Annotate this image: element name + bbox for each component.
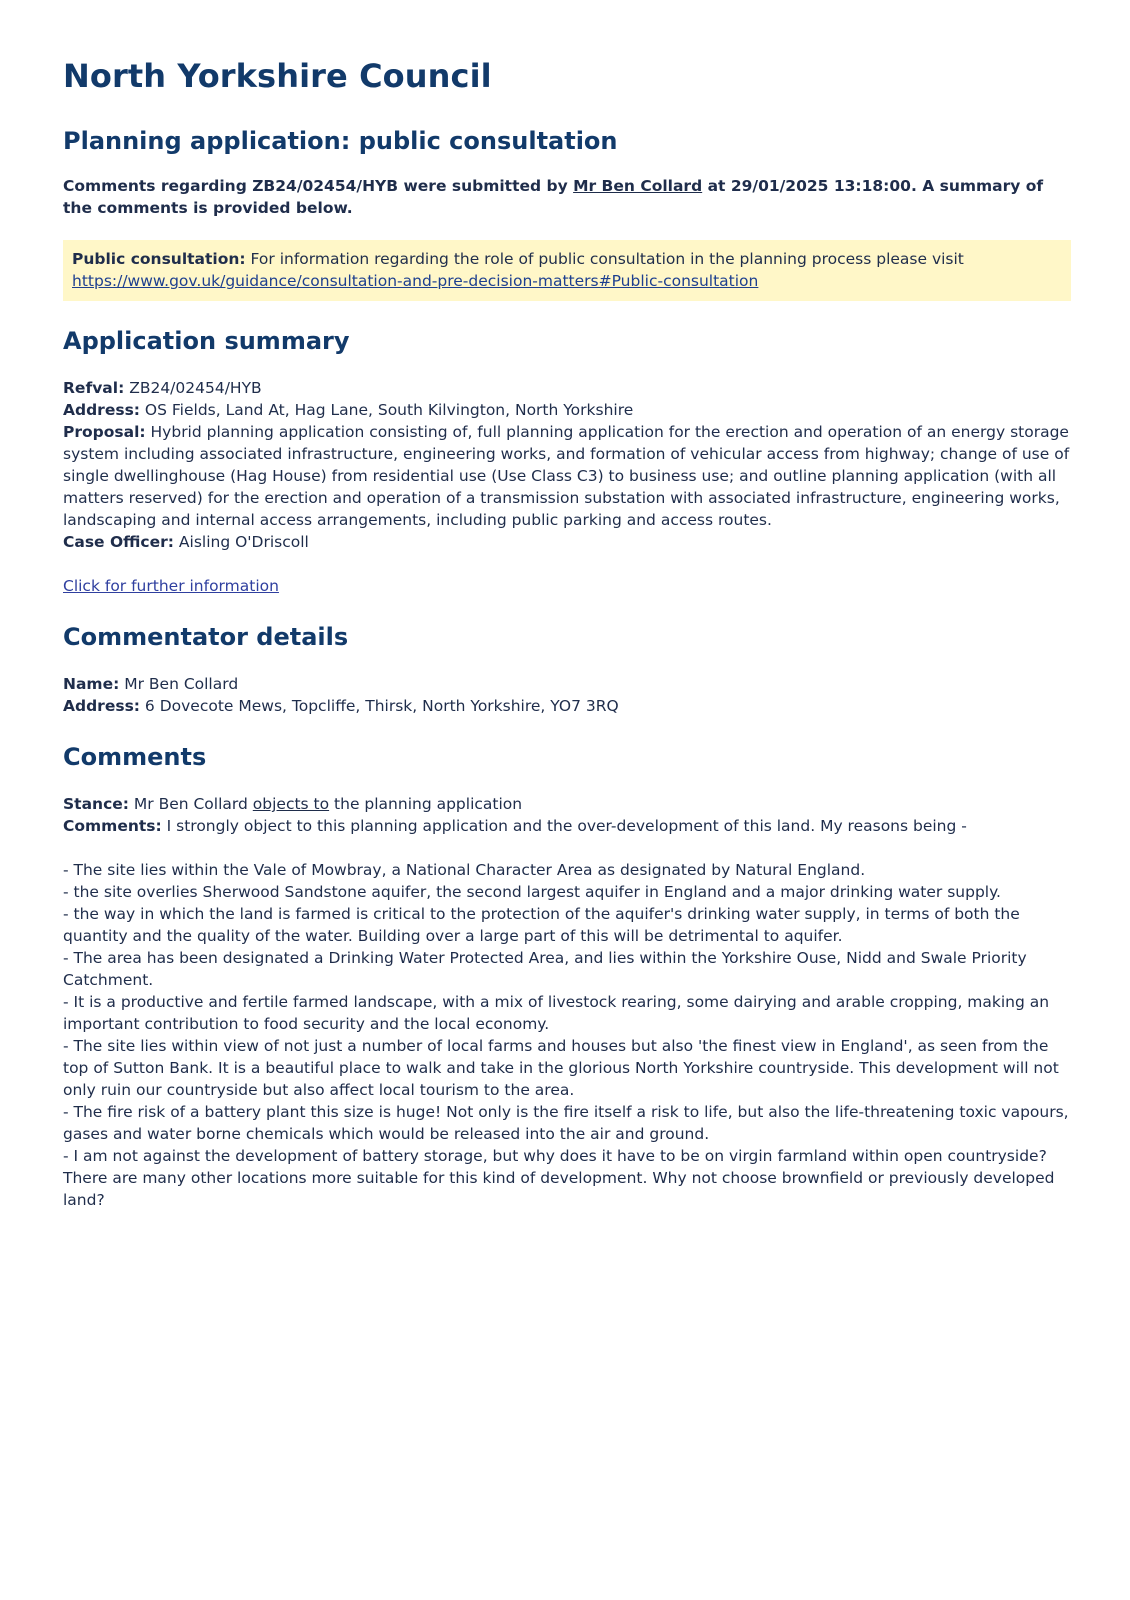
commentator-name-link[interactable]: Mr Ben Collard [573,177,703,195]
commentator-address-value: 6 Dovecote Mews, Topcliffe, Thirsk, North Yorkshire, YO7 3RQ [140,697,619,715]
commentator-address-label: Address: [63,697,140,715]
further-information-row [63,575,1071,597]
public-consultation-text: For information regarding the role of public consultation in the planning process please visit [245,250,964,268]
list-item: - I am not against the development of battery storage, but why does it have to be on virgin farmland within open countryside? There are many other locations more suitable for this kind of development. Why not choose brownfield or previously developed land? [63,1147,1055,1209]
proposal-row [63,421,1071,531]
refval-value: ZB24/02454/HYB [124,379,262,397]
stance-suffix: the planning application [329,795,523,813]
list-item: - The site lies within the Vale of Mowbray, a National Character Area as designated by Natural England. [63,861,866,879]
commentator-name-row [63,673,1071,695]
application-summary-heading: Application summary [63,327,350,355]
comments-label: Comments: [63,817,162,835]
application-summary-details [63,377,1071,553]
list-item: - It is a productive and fertile farmed landscape, with a mix of livestock rearing, some dairying and arable cropping, making an important contribution to food security and the local economy. [63,993,1050,1033]
stance-row [63,793,1071,815]
planning-consultation-document [63,55,1071,1211]
proposal-label: Proposal: [63,423,146,441]
stance-label: Stance: [63,795,129,813]
council-title: North Yorkshire Council [63,57,492,95]
public-consultation-notice [63,240,1071,301]
commentator-address-row [63,695,1071,717]
case-officer-label: Case Officer: [63,533,174,551]
refval-label: Refval: [63,379,125,397]
list-item: - the site overlies Sherwood Sandstone aquifer, the second largest aquifer in England and a major drinking water supply. [63,883,1001,901]
comments-details [63,793,1071,837]
commentator-details-heading: Commentator details [63,623,349,651]
submission-suffix: at 29/01/2025 13:18:00. A summary of the comments is provided below. [63,177,1044,217]
comments-intro-row [63,815,1071,837]
stance-prefix: Mr Ben Collard [128,795,253,813]
commentator-name-value: Mr Ben Collard [119,675,239,693]
public-consultation-link[interactable]: https://www.gov.uk/guidance/consultation-and-pre-decision-matters#Public-consultation [72,272,759,290]
list-item: - The fire risk of a battery plant this size is huge! Not only is the fire itself a risk to life, but also the life-threatening toxic vapours, gases and water borne chemicals which would be released into the air and ground. [63,1103,1069,1143]
further-information-link[interactable]: Click for further information [63,577,279,595]
comments-intro: I strongly object to this planning application and the over-development of this land. My reasons being - [161,817,967,835]
list-item: - the way in which the land is farmed is critical to the protection of the aquifer's drinking water supply, in terms of both the quantity and the quality of the water. Building over a large part of this will be detrimental to aquifer. [63,905,1020,945]
list-item: - The area has been designated a Drinking Water Protected Area, and lies within the Yorkshire Ouse, Nidd and Swale Priority Catchment. [63,949,1027,989]
public-consultation-label: Public consultation: [72,250,246,268]
application-address-label: Address: [63,401,140,419]
page-title: Planning application: public consultation [63,127,618,155]
comments-heading: Comments [63,743,207,771]
commentator-name-label: Name: [63,675,120,693]
submission-prefix: Comments regarding ZB24/02454/HYB were submitted by [63,177,574,195]
list-item: - The site lies within view of not just a number of local farms and houses but also 'the finest view in England', as seen from the top of Sutton Bank. It is a beautiful place to walk and take in the glorious North Yorkshire countryside. This development will not only ruin our countryside but also affect local tourism to the area. [63,1037,1059,1099]
case-officer-row [63,531,1071,553]
refval-row [63,377,1071,399]
case-officer-value: Aisling O'Driscoll [173,533,309,551]
objects-to-link[interactable]: objects to [252,795,330,813]
application-address-row [63,399,1071,421]
commentator-details [63,673,1071,717]
submission-summary [63,175,1071,219]
application-address-value: OS Fields, Land At, Hag Lane, South Kilvington, North Yorkshire [140,401,634,419]
objection-reasons-list [63,859,1071,1211]
proposal-value: Hybrid planning application consisting of, full planning application for the erection and operation of an energy storage system including associated infrastructure, engineering works, and formation of vehicular access from highway; change of use of single dwellinghouse (Hag House) from residential use (Use Class C3) to business use; and outline planning application (with all matters reserved) for the erection and operation of a transmission substation with associated infrastructure, engineering works, landscaping and internal access arrangements, including public parking and access routes. [63,423,1070,529]
